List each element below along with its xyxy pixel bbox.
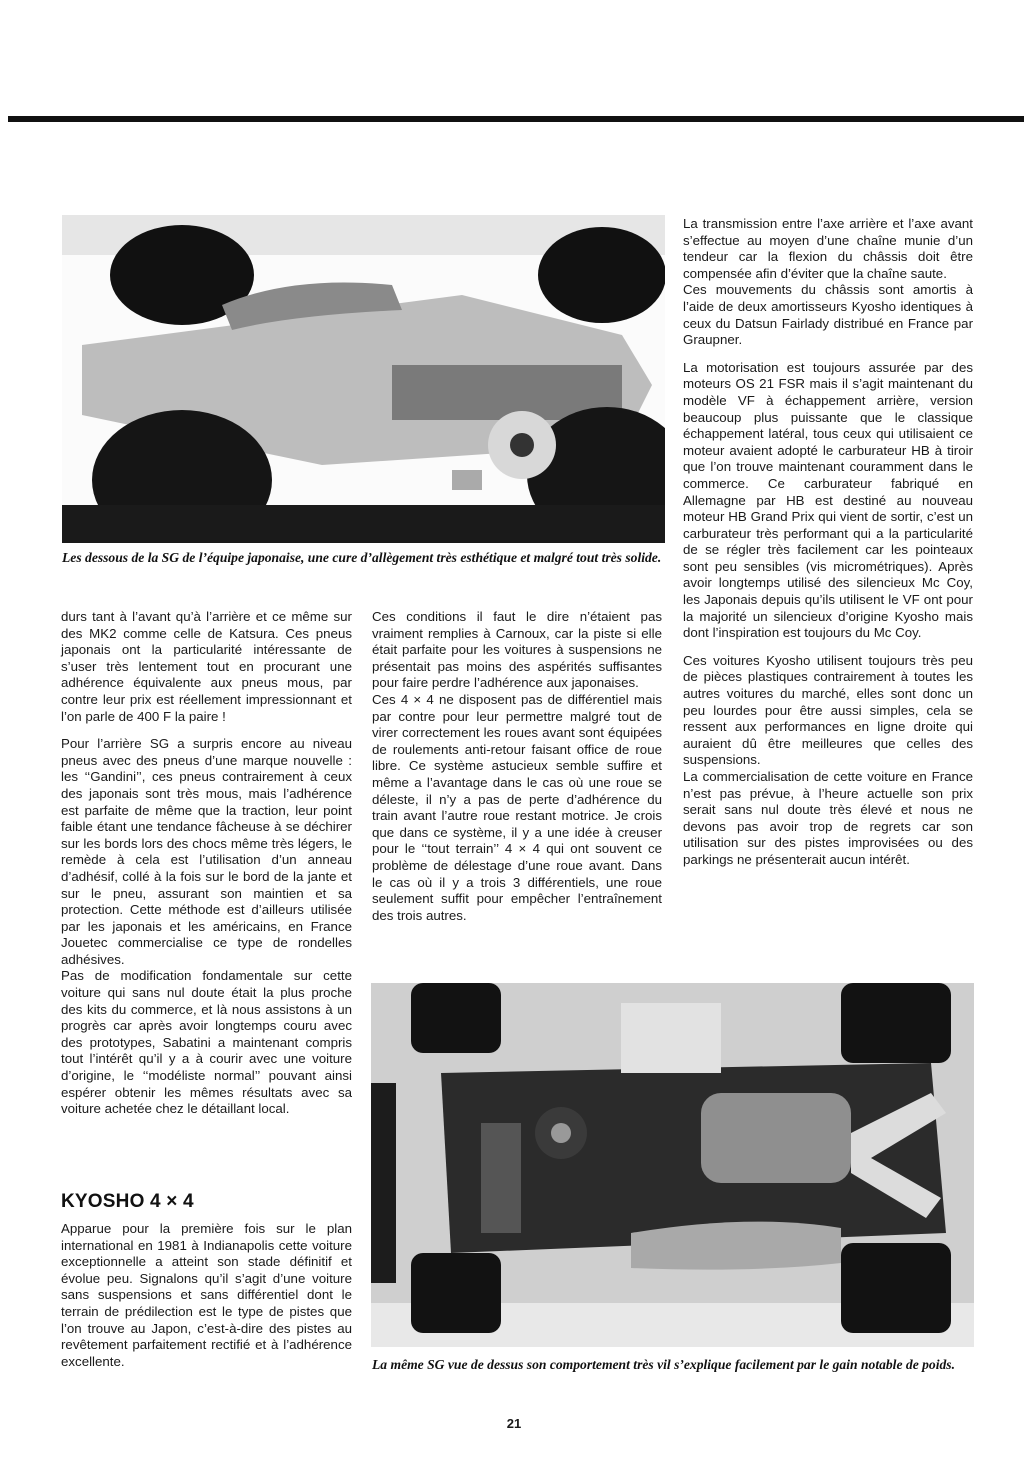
paragraph: La commercialisation de cette voiture en France n’est pas prévue, à l’heure actuelle son prix serait sans nul doute très élevé et nous ne devons pas avoir trop de regrets car son utilisation sur des pistes improvisées ou des parkings ne présenterait aucun intérêt.: [683, 769, 973, 867]
paragraph: La motorisation est toujours assurée par des moteurs OS 21 FSR mais il s’agit maintenant du modèle VF à échappement arrière, version beaucoup plus puissante que le classique échappement latéral, tous ceux qui utilisaient ce moteur avaient adopté le carburateur HB à tiroir que l’on trouve maintenant couramment dans le commerce. Ce carburateur fabriqué en Allemagne par HB est destiné au nouveau moteur HB Grand Prix qui vient de sortir, c’est un carburateur très performant qui a la particularité de se régler très facilement car les pointeaux sont peu sensibles (vis micrométriques). Après avoir longtemps utilisé des silencieux Mc Coy, les Japonais depuis qu’ils utilisent le VF ont pour la majorité un silencieux d’origine Kyosho mais dont l’inspiration est toujours du Mc Coy.: [683, 359, 973, 641]
paragraph: durs tant à l’avant qu’à l’arrière et ce même sur des MK2 comme celle de Katsura. Ces pneus japonais ont la particularité intéressante de s’user très lentement tout en procurant une adhérence équivalente aux pneus mous, par contre leur prix est réellement impressionnant et l’on parle de 400 F la paire !: [61, 609, 352, 724]
article-column-left-bottom: [61, 1221, 352, 1370]
section-heading: KYOSHO 4 × 4: [61, 1191, 194, 1212]
paragraph: Apparue pour la première fois sur le plan international en 1981 à Indianapolis cette voiture exceptionnelle a atteint son stade définitif et évolue peu. Signalons qu’il s’agit d’une voiture sans suspensions et sans différentiel dont le terrain de prédilection est le type de pistes que l’on trouve au Japon, c’est-à-dire des pistes au revêtement parfaitement rectifié et à l’adhérence excellente.: [61, 1221, 352, 1369]
photo-top-caption: Les dessous de la SG de l’équipe japonaise, une cure d’allègement très esthétique et malgré tout très solide.: [62, 550, 662, 565]
photo-chassis-underside: [62, 215, 665, 543]
paragraph: Ces voitures Kyosho utilisent toujours très peu de pièces plastiques contrairement à toutes les autres voitures du marché, elles sont donc un peu lourdes pour être aussi simples, cela se ressent aux performances en ligne droite qui auraient dû être meilleures que celles des suspensions.: [683, 652, 973, 768]
article-column-middle: [372, 609, 662, 924]
paragraph: Ces 4 × 4 ne disposent pas de différentiel mais par contre pour leur permettre malgré tout de virer correctement les roues avant sont équipées de roulements anti-retour faisant office de roue libre. Ce système astucieux semble suffire et même a l’avantage dans le cas où une roue se déleste, il n’y a pas de perte d’adhérence du train avant l’autre roue restant motrice. Je crois que dans ce système, il y a une idée à creuser pour le ‘‘tout terrain’’ 4 × 4 qui ont souvent ce problème de délestage d’une roue avant. Dans le cas où il y a trois 3 différentiels, une roue seulement suffit pour empêcher l’entraînement des trois autres.: [372, 691, 662, 923]
photo-chassis-top-view: [371, 983, 974, 1347]
header-rule: [8, 116, 1024, 122]
page-number: 21: [506, 1416, 522, 1431]
paragraph: Pour l’arrière SG a surpris encore au niveau pneus avec des pneus d’une marque nouvelle : les ‘‘Gandini’’, ces pneus contrairement à ceux des japonais sont très mous, mais l’adhérence est parfaite de même que la traction, leur point faible étant une tendance fâcheuse à se déchirer sur les bords lors des chocs même très légers, le remède à cela est l’utilisation d’un anneau d’adhésif, collé à la fois sur le bord de la jante et sur le pneu, assurant son maintien et sa protection. Cette méthode est d’ailleurs utilisée par les japonais et les américains, en France Jouetec commercialise ce type de rondelles adhésives.: [61, 736, 352, 967]
article-column-left: [61, 609, 352, 1118]
paragraph: Ces mouvements du châssis sont amortis à l’aide de deux amortisseurs Kyosho identiques à ceux du Datsun Fairlady distribué en France par Graupner.: [683, 282, 973, 348]
paragraph: Ces conditions il faut le dire n’étaient pas vraiment remplies à Carnoux, car la piste si elle était parfaite pour les voitures à suspensions ne présentait pas moins des aspérités suffisantes pour faire perdre l’adhérence aux japonaises.: [372, 609, 662, 691]
photo-bottom-caption: La même SG vue de dessus son comportement très vil s’explique facilement par le gain notable de poids.: [372, 1357, 955, 1372]
paragraph: La transmission entre l’axe arrière et l’axe avant s’effectue au moyen d’une chaîne munie d’un tendeur car la flexion du châssis doit être compensée afin d’éviter que la chaîne saute.: [683, 216, 973, 281]
paragraph: Pas de modification fondamentale sur cette voiture qui sans nul doute était la plus proche des kits du commerce, et là nous assistons à un progrès car après avoir longtemps couru avec des prototypes, Sabatini a maintenant compris tout l’intérêt qu’il y a à courir avec une voiture d’origine, le ‘‘modéliste normal’’ pouvant ainsi espérer obtenir les mêmes résultats avec sa voiture achetée chez le détaillant local.: [61, 968, 352, 1117]
article-column-right: [683, 216, 973, 869]
